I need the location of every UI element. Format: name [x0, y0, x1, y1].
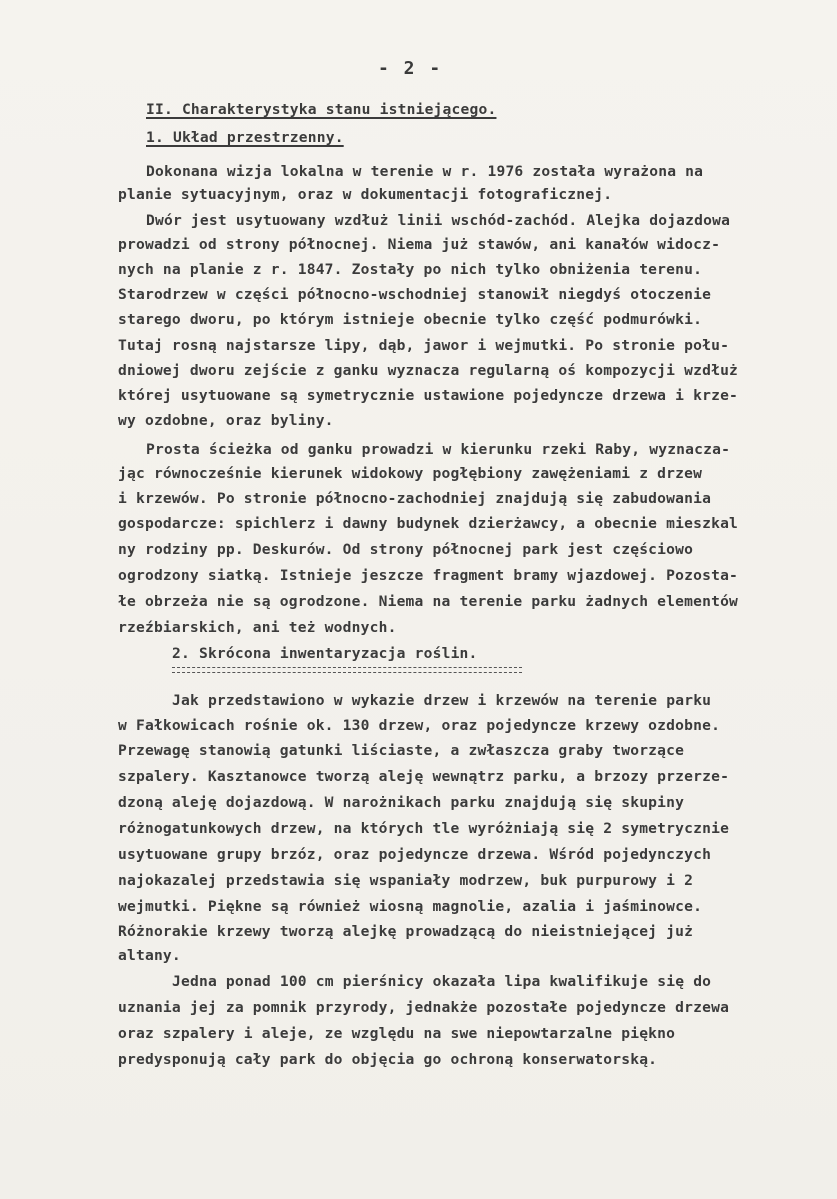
text-line: różnogatunkowych drzew, na których tle wyróżniają się 2 symetrycznie: [118, 820, 730, 837]
text-line: oraz szpalery i aleje, ze względu na swe niepowtarzalne piękno: [118, 1025, 676, 1042]
text-line: Dokonana wizja lokalna w terenie w r. 1976 została wyrażona na: [146, 163, 704, 180]
text-line: Jedna ponad 100 cm pierśnicy okazała lipa kwalifikuje się do: [172, 973, 712, 990]
text-line: usytuowane grupy brzóz, oraz pojedyncze drzewa. Wśród pojedynczych: [118, 846, 712, 863]
heading-double-underline: [172, 667, 522, 673]
text-line: i krzewów. Po stronie północno-zachodniej znajdują się zabudowania: [118, 490, 712, 507]
text-line: dzoną aleję dojazdową. W narożnikach parku znajdują się skupiny: [118, 794, 685, 811]
text-line: Różnorakie krzewy tworzą alejkę prowadzącą do nieistniejącej już: [118, 923, 694, 940]
text-line: dniowej dworu zejście z ganku wyznacza regularną oś kompozycji wzdłuż: [118, 362, 739, 379]
text-line: Starodrzew w części północno-wschodniej stanowił niegdyś otoczenie: [118, 286, 712, 303]
subsection-heading-2: 2. Skrócona inwentaryzacja roślin.: [172, 645, 478, 662]
text-line: rzeźbiarskich, ani też wodnych.: [118, 619, 397, 636]
text-line: uznania jej za pomnik przyrody, jednakże pozostałe pojedyncze drzewa: [118, 999, 730, 1016]
text-line: altany.: [118, 947, 181, 964]
text-line: gospodarcze: spichlerz i dawny budynek dzierżawcy, a obecnie mieszkal: [118, 515, 739, 532]
text-line: w Fałkowicach rośnie ok. 130 drzew, oraz pojedyncze krzewy ozdobne.: [118, 717, 721, 734]
text-line: ogrodzony siatką. Istnieje jeszcze fragment bramy wjazdowej. Pozosta-: [118, 567, 739, 584]
text-line: Przewagę stanowią gatunki liściaste, a zwłaszcza graby tworzące: [118, 742, 685, 759]
text-line: szpalery. Kasztanowce tworzą aleję wewnątrz parku, a brzozy przerze-: [118, 768, 730, 785]
text-line: ny rodziny pp. Deskurów. Od strony północnej park jest częściowo: [118, 541, 694, 558]
text-line: planie sytuacyjnym, oraz w dokumentacji fotograficznej.: [118, 186, 613, 203]
page-number: - 2 -: [378, 58, 443, 79]
text-line: Jak przedstawiono w wykazie drzew i krzewów na terenie parku: [172, 692, 712, 709]
text-line: Prosta ścieżka od ganku prowadzi w kierunku rzeki Raby, wyznacza-: [146, 441, 731, 458]
text-line: prowadzi od strony północnej. Niema już stawów, ani kanałów widocz-: [118, 236, 721, 253]
subsection-heading-1: 1. Układ przestrzenny.: [146, 129, 344, 146]
text-line: predysponują cały park do objęcia go ochroną konserwatorską.: [118, 1051, 658, 1068]
section-heading: II. Charakterystyka stanu istniejącego.: [146, 101, 497, 118]
text-line: łe obrzeża nie są ogrodzone. Niema na terenie parku żadnych elementów: [118, 593, 739, 610]
text-line: wejmutki. Piękne są również wiosną magnolie, azalia i jaśminowce.: [118, 898, 703, 915]
text-line: starego dworu, po którym istnieje obecnie tylko część podmurówki.: [118, 311, 703, 328]
text-line: Dwór jest usytuowany wzdłuż linii wschód-zachód. Alejka dojazdowa: [146, 212, 731, 229]
text-line: Tutaj rosną najstarsze lipy, dąb, jawor i wejmutki. Po stronie połu-: [118, 337, 730, 354]
text-line: nych na planie z r. 1847. Zostały po nich tylko obniżenia terenu.: [118, 261, 703, 278]
text-line: najokazalej przedstawia się wspaniały modrzew, buk purpurowy i 2: [118, 872, 694, 889]
text-line: której usytuowane są symetrycznie ustawione pojedyncze drzewa i krze-: [118, 387, 739, 404]
text-line: jąc równocześnie kierunek widokowy pogłębiony zawężeniami z drzew: [118, 465, 703, 482]
text-line: wy ozdobne, oraz byliny.: [118, 412, 334, 429]
